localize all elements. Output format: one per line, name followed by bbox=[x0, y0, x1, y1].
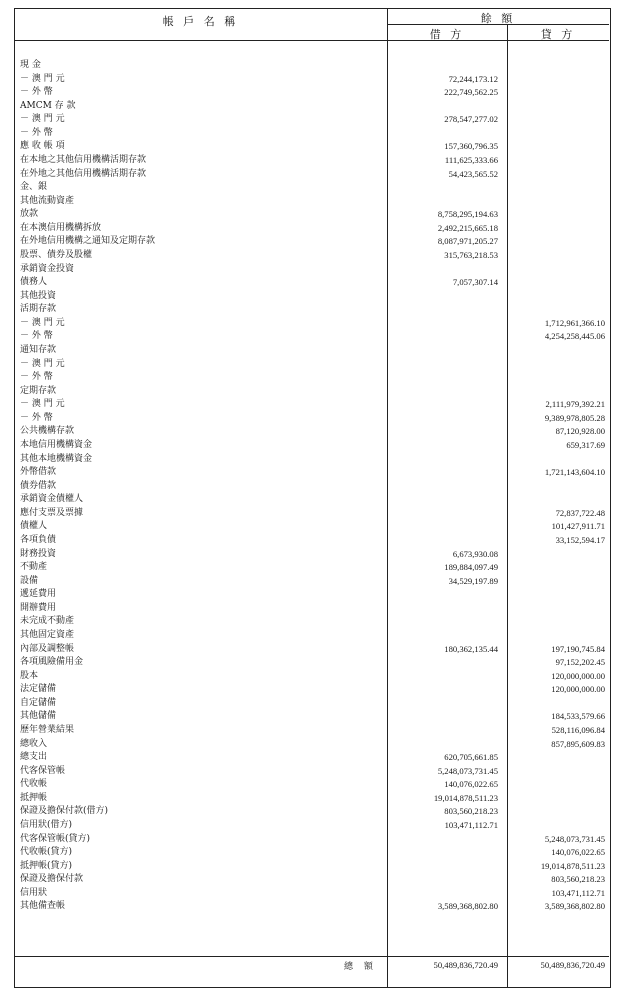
account-label: － 澳 門 元 bbox=[20, 317, 65, 328]
credit-amount: 103,471,112.71 bbox=[551, 887, 605, 898]
total-label: 總 額 bbox=[344, 962, 377, 972]
table-row bbox=[14, 385, 609, 397]
account-label: 金、銀 bbox=[20, 182, 48, 193]
trial-balance-sheet bbox=[14, 8, 611, 988]
account-label: AMCM 存 款 bbox=[20, 100, 76, 111]
credit-amount: 1,712,961,366.10 bbox=[544, 317, 605, 328]
table-row bbox=[14, 507, 609, 519]
debit-amount: 157,360,796.35 bbox=[444, 141, 498, 152]
account-label: 放款 bbox=[20, 209, 39, 220]
header-credit: 貸 方 bbox=[540, 28, 576, 41]
account-label: － 澳 門 元 bbox=[20, 358, 65, 369]
account-label: 其他流動資產 bbox=[20, 195, 75, 206]
account-label: 各項負債 bbox=[20, 535, 57, 545]
debit-amount: 803,560,218.23 bbox=[444, 806, 498, 817]
table-row bbox=[14, 846, 609, 858]
account-label: 代收帳 bbox=[20, 779, 48, 790]
credit-amount: 101,427,911.71 bbox=[551, 521, 605, 532]
debit-amount: 111,625,333.66 bbox=[444, 155, 498, 165]
account-label: 開辦費用 bbox=[20, 602, 57, 613]
table-row bbox=[14, 833, 609, 845]
table-row bbox=[14, 860, 609, 872]
account-label: 在本澳信用機構拆放 bbox=[20, 222, 102, 233]
credit-amount: 857,895,609.83 bbox=[551, 738, 605, 749]
table-row bbox=[14, 330, 609, 342]
debit-amount: 315,763,218.53 bbox=[444, 250, 498, 260]
account-label: 承銷資金債權人 bbox=[20, 494, 84, 505]
debit-amount: 34,529,197.89 bbox=[448, 575, 498, 586]
table-row bbox=[14, 208, 609, 220]
account-label: － 外 幣 bbox=[20, 331, 53, 342]
credit-amount: 87,120,928.00 bbox=[555, 426, 605, 437]
table-row bbox=[14, 643, 609, 655]
table-row bbox=[14, 724, 609, 736]
debit-amount: 8,087,971,205.27 bbox=[437, 236, 498, 247]
account-label: － 澳 門 元 bbox=[20, 114, 65, 125]
table-row bbox=[14, 73, 609, 85]
table-row bbox=[14, 195, 609, 207]
account-label: 抵押帳 bbox=[20, 792, 48, 803]
table-row bbox=[14, 181, 609, 193]
table-row bbox=[14, 792, 609, 804]
table-row bbox=[14, 615, 609, 627]
total-credit: 50,489,836,720.49 bbox=[540, 960, 605, 970]
account-label: 其他本地機構資金 bbox=[20, 453, 93, 464]
debit-amount: 222,749,562.25 bbox=[444, 87, 498, 98]
account-label: 歷年營業結果 bbox=[20, 724, 75, 735]
table-row bbox=[14, 575, 609, 587]
credit-amount: 9,389,978,805.28 bbox=[544, 412, 605, 423]
table-row bbox=[14, 358, 609, 370]
table-row bbox=[14, 887, 609, 899]
account-label: 不動產 bbox=[20, 562, 48, 573]
account-label: 定期存款 bbox=[20, 385, 57, 396]
account-label: 未完成不動產 bbox=[20, 616, 75, 627]
credit-amount: 97,152,202.45 bbox=[555, 657, 605, 668]
debit-amount: 3,589,368,802.80 bbox=[437, 901, 498, 912]
debit-amount: 19,014,878,511.23 bbox=[433, 792, 498, 803]
credit-amount: 120,000,000.00 bbox=[551, 670, 605, 681]
account-label: 保證及擔保付款 bbox=[20, 874, 84, 885]
account-label: － 外 幣 bbox=[20, 127, 53, 138]
debit-amount: 72,244,173.12 bbox=[448, 73, 498, 84]
account-label: 現 金 bbox=[20, 60, 41, 70]
debit-amount: 140,076,022.65 bbox=[444, 779, 498, 790]
total-debit: 50,489,836,720.49 bbox=[433, 960, 498, 970]
table-row bbox=[14, 738, 609, 750]
table-row bbox=[14, 290, 609, 302]
account-label: 信用狀(借方) bbox=[20, 819, 73, 830]
account-label: 債權人 bbox=[20, 521, 48, 532]
debit-amount: 6,673,930.08 bbox=[452, 548, 498, 559]
account-label: 債券借款 bbox=[20, 480, 57, 491]
table-row bbox=[14, 520, 609, 532]
account-label: 代收帳(貸方) bbox=[20, 847, 73, 858]
account-label: 承銷資金投資 bbox=[20, 263, 75, 274]
account-label: 代客保管帳 bbox=[20, 765, 66, 776]
table-row bbox=[14, 683, 609, 695]
account-label: 保證及擔保付款(借方) bbox=[20, 806, 109, 817]
account-label: 在外地之其他信用機構活期存款 bbox=[20, 168, 147, 179]
account-label: 抵押帳(貸方) bbox=[20, 860, 73, 871]
debit-amount: 189,884,097.49 bbox=[444, 562, 498, 573]
table-row bbox=[14, 466, 609, 478]
account-label: 各項風險備用金 bbox=[20, 657, 84, 668]
table-row bbox=[14, 127, 609, 139]
table-row bbox=[14, 588, 609, 600]
debit-amount: 620,705,661.85 bbox=[444, 752, 498, 763]
debit-amount: 5,248,073,731.45 bbox=[437, 765, 498, 776]
table-row bbox=[14, 140, 609, 152]
account-label: － 外 幣 bbox=[20, 87, 53, 98]
account-label: 本地信用機構資金 bbox=[20, 440, 93, 450]
table-row bbox=[14, 765, 609, 777]
table-row bbox=[14, 656, 609, 668]
table-row bbox=[14, 900, 609, 912]
table-row bbox=[14, 805, 609, 817]
account-label: 股票、債券及股權 bbox=[20, 250, 93, 260]
account-label: 總收入 bbox=[20, 738, 48, 749]
table-row bbox=[14, 561, 609, 573]
account-label: 代客保管帳(貸方) bbox=[20, 833, 91, 844]
account-label: － 外 幣 bbox=[20, 412, 53, 423]
table-row bbox=[14, 235, 609, 247]
account-label: 債務人 bbox=[20, 277, 48, 288]
account-label: 其他投資 bbox=[20, 290, 57, 301]
table-row bbox=[14, 276, 609, 288]
credit-amount: 19,014,878,511.23 bbox=[540, 860, 605, 871]
account-label: 公共機構存款 bbox=[20, 426, 75, 437]
credit-amount: 120,000,000.00 bbox=[551, 684, 605, 695]
table-row bbox=[14, 819, 609, 831]
table-row bbox=[14, 168, 609, 180]
table-row bbox=[14, 371, 609, 383]
total-rule bbox=[14, 956, 609, 957]
table-row bbox=[14, 873, 609, 885]
credit-amount: 5,248,073,731.45 bbox=[544, 833, 605, 844]
table-row bbox=[14, 548, 609, 560]
account-label: 其他固定資產 bbox=[20, 629, 75, 640]
account-label: 財務投資 bbox=[20, 548, 57, 559]
account-label: 通知存款 bbox=[20, 345, 57, 355]
account-label: 內部及調整帳 bbox=[20, 643, 75, 654]
credit-amount: 2,111,979,392.21 bbox=[545, 399, 605, 410]
account-label: 應付支票及票據 bbox=[20, 507, 84, 518]
account-label: 外幣借款 bbox=[20, 467, 57, 478]
credit-amount: 33,152,594.17 bbox=[555, 535, 605, 545]
account-label: 遞延費用 bbox=[20, 589, 57, 600]
credit-amount: 528,116,096.84 bbox=[551, 724, 605, 735]
table-row bbox=[14, 303, 609, 315]
credit-amount: 803,560,218.23 bbox=[551, 874, 605, 885]
account-label: － 澳 門 元 bbox=[20, 399, 65, 410]
credit-amount: 3,589,368,802.80 bbox=[544, 901, 605, 912]
table-row bbox=[14, 154, 609, 166]
account-label: 總支出 bbox=[20, 752, 48, 763]
table-row bbox=[14, 412, 609, 424]
credit-amount: 184,533,579.66 bbox=[551, 711, 605, 722]
debit-amount: 7,057,307.14 bbox=[452, 277, 498, 288]
account-label: 活期存款 bbox=[20, 304, 57, 315]
debit-amount: 2,492,215,665.18 bbox=[437, 222, 498, 233]
credit-amount: 4,254,258,445.06 bbox=[544, 331, 605, 342]
table-row bbox=[14, 453, 609, 465]
debit-amount: 180,362,135.44 bbox=[444, 643, 498, 654]
credit-amount: 140,076,022.65 bbox=[551, 847, 605, 858]
account-label: 股本 bbox=[20, 670, 39, 681]
table-row bbox=[14, 439, 609, 451]
table-row bbox=[14, 697, 609, 709]
header-account-name: 帳 戶 名 稱 bbox=[162, 15, 239, 28]
account-label: － 外 幣 bbox=[20, 372, 53, 383]
account-label: 應 收 帳 項 bbox=[20, 141, 65, 152]
table-row bbox=[14, 670, 609, 682]
table-row bbox=[14, 778, 609, 790]
table-row bbox=[14, 59, 609, 71]
table-row bbox=[14, 249, 609, 261]
table-row bbox=[14, 398, 609, 410]
table-row bbox=[14, 317, 609, 329]
table-row bbox=[14, 493, 609, 505]
account-label: 法定儲備 bbox=[20, 684, 57, 695]
table-row bbox=[14, 751, 609, 763]
account-label: 自定儲備 bbox=[20, 697, 57, 708]
debit-amount: 103,471,112.71 bbox=[444, 819, 498, 830]
table-row bbox=[14, 629, 609, 641]
credit-amount: 659,317.69 bbox=[566, 440, 605, 450]
table-row bbox=[14, 263, 609, 275]
total-row bbox=[14, 959, 609, 971]
table-row bbox=[14, 86, 609, 98]
table-row bbox=[14, 344, 609, 356]
debit-amount: 278,547,277.02 bbox=[444, 114, 498, 125]
credit-amount: 1,721,143,604.10 bbox=[544, 467, 605, 478]
header-debit: 借 方 bbox=[429, 28, 465, 41]
table-row bbox=[14, 534, 609, 546]
table-row bbox=[14, 113, 609, 125]
account-label: 設備 bbox=[20, 575, 39, 586]
account-label: 在本地之其他信用機構活期存款 bbox=[20, 155, 147, 165]
account-label: 其他儲備 bbox=[20, 711, 57, 722]
account-label: 在外地信用機構之通知及定期存款 bbox=[20, 236, 156, 247]
table-row bbox=[14, 425, 609, 437]
debit-amount: 8,758,295,194.63 bbox=[437, 209, 498, 220]
account-label: － 澳 門 元 bbox=[20, 73, 65, 84]
table-row bbox=[14, 480, 609, 492]
table-row bbox=[14, 710, 609, 722]
table-row bbox=[14, 602, 609, 614]
header-balance: 餘 額 bbox=[480, 12, 516, 25]
table-row bbox=[14, 222, 609, 234]
account-label: 信用狀 bbox=[20, 887, 48, 898]
account-label: 其他備查帳 bbox=[20, 901, 66, 912]
credit-amount: 72,837,722.48 bbox=[555, 507, 605, 518]
debit-amount: 54,423,565.52 bbox=[448, 168, 498, 179]
credit-amount: 197,190,745.84 bbox=[551, 643, 605, 654]
table-row bbox=[14, 100, 609, 112]
